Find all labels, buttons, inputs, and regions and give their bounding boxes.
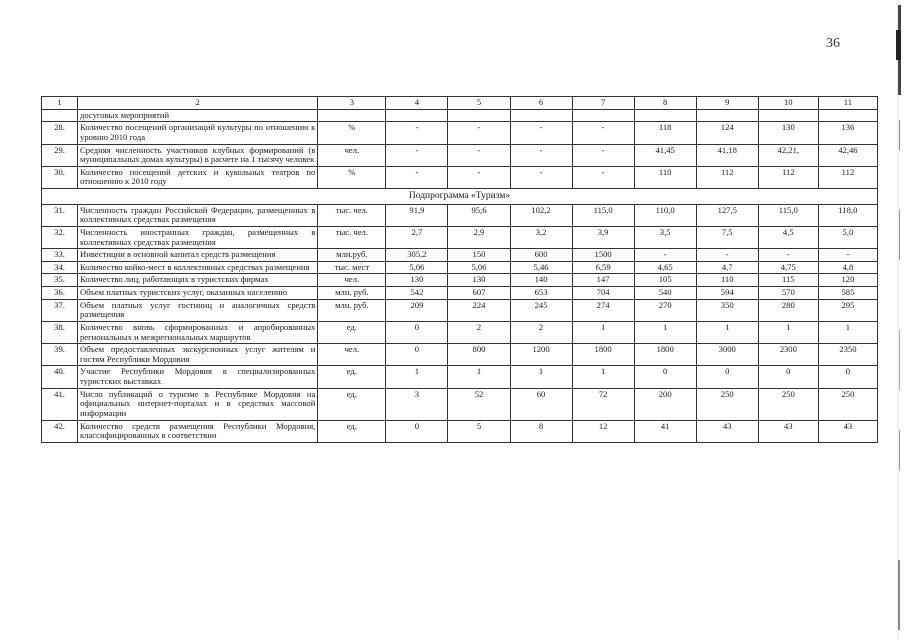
continuation-text: досуговых мероприятий xyxy=(78,109,318,122)
indicator-name: Количество койко-мест в коллективных средствах размещения xyxy=(78,261,318,274)
value-cell: 147 xyxy=(572,274,634,287)
unit-cell: ед. xyxy=(318,366,386,388)
unit-cell: чел. xyxy=(318,344,386,366)
table-row xyxy=(42,166,878,188)
header-cell: 10 xyxy=(758,97,818,110)
unit-cell: ед. xyxy=(318,420,386,442)
value-cell: 127,5 xyxy=(696,204,758,226)
table-row xyxy=(42,226,878,248)
scan-edge-noise xyxy=(891,0,905,640)
row-number: 40. xyxy=(42,366,78,388)
indicator-name: Объем платных услуг гостиниц и аналогичных средств размещения xyxy=(78,299,318,321)
unit-cell xyxy=(318,109,386,122)
value-cell: 0 xyxy=(634,366,696,388)
row-number: 36. xyxy=(42,287,78,300)
table-row xyxy=(42,388,878,420)
value-cell: 0 xyxy=(696,366,758,388)
value-cell: 115 xyxy=(758,274,818,287)
value-cell: 3,9 xyxy=(572,226,634,248)
table-row xyxy=(42,366,878,388)
value-cell: - xyxy=(386,144,448,166)
value-cell: 704 xyxy=(572,287,634,300)
value-cell: 112 xyxy=(696,166,758,188)
value-cell: 6,59 xyxy=(572,261,634,274)
value-cell: 280 xyxy=(758,299,818,321)
value-cell xyxy=(572,109,634,122)
value-cell: 110 xyxy=(634,166,696,188)
value-cell: 91,9 xyxy=(386,204,448,226)
value-cell: 1 xyxy=(386,366,448,388)
indicator-name: Численность граждан Российской Федерации, размещенных в коллективных средствах размещения xyxy=(78,204,318,226)
value-cell: 2 xyxy=(448,321,510,343)
row-number: 32. xyxy=(42,226,78,248)
row-number: 42. xyxy=(42,420,78,442)
value-cell xyxy=(448,109,510,122)
value-cell: - xyxy=(818,249,877,262)
unit-cell: тыс. чел. xyxy=(318,204,386,226)
header-cell: 6 xyxy=(510,97,572,110)
unit-cell: тыс. чел. xyxy=(318,226,386,248)
value-cell: 4,65 xyxy=(634,261,696,274)
table-row xyxy=(42,420,878,442)
value-cell: 136 xyxy=(818,122,877,144)
unit-cell: % xyxy=(318,122,386,144)
row-number: 28. xyxy=(42,122,78,144)
value-cell: 274 xyxy=(572,299,634,321)
value-cell: 0 xyxy=(758,366,818,388)
value-cell: 124 xyxy=(696,122,758,144)
value-cell: 102,2 xyxy=(510,204,572,226)
value-cell: 115,0 xyxy=(572,204,634,226)
value-cell: 42,46 xyxy=(818,144,877,166)
value-cell: 1800 xyxy=(634,344,696,366)
value-cell: 52 xyxy=(448,388,510,420)
value-cell: 118,0 xyxy=(818,204,877,226)
header-cell: 1 xyxy=(42,97,78,110)
value-cell: 653 xyxy=(510,287,572,300)
value-cell: - xyxy=(510,122,572,144)
unit-cell: млн. руб. xyxy=(318,299,386,321)
indicator-name: Объем предоставленных экскурсионных услуг жителям и гостям Республики Мордовия xyxy=(78,344,318,366)
value-cell: 5,0 xyxy=(818,226,877,248)
row-number: 39. xyxy=(42,344,78,366)
value-cell: 43 xyxy=(758,420,818,442)
value-cell xyxy=(510,109,572,122)
value-cell: 350 xyxy=(696,299,758,321)
value-cell: 112 xyxy=(758,166,818,188)
value-cell: 43 xyxy=(818,420,877,442)
unit-cell: млн.руб. xyxy=(318,249,386,262)
value-cell: 150 xyxy=(448,249,510,262)
row-number: 31. xyxy=(42,204,78,226)
row-number: 41. xyxy=(42,388,78,420)
indicator-name: Число публикаций о туризме в Республике Мордовия на официальных интернет-порталах и в средствах массовой информации xyxy=(78,388,318,420)
value-cell: 118 xyxy=(634,122,696,144)
header-cell: 7 xyxy=(572,97,634,110)
value-cell: 540 xyxy=(634,287,696,300)
value-cell: 130 xyxy=(448,274,510,287)
value-cell: 5 xyxy=(448,420,510,442)
value-cell: 0 xyxy=(386,420,448,442)
value-cell: 250 xyxy=(758,388,818,420)
table-row xyxy=(42,144,878,166)
header-cell: 11 xyxy=(818,97,877,110)
value-cell: 140 xyxy=(510,274,572,287)
value-cell: 570 xyxy=(758,287,818,300)
value-cell: - xyxy=(448,166,510,188)
value-cell xyxy=(758,109,818,122)
value-cell: 1 xyxy=(818,321,877,343)
value-cell: - xyxy=(634,249,696,262)
value-cell: 0 xyxy=(818,366,877,388)
value-cell: 250 xyxy=(818,388,877,420)
unit-cell: чел. xyxy=(318,144,386,166)
value-cell: 112 xyxy=(818,166,877,188)
value-cell: 600 xyxy=(510,249,572,262)
value-cell: 607 xyxy=(448,287,510,300)
unit-cell: % xyxy=(318,166,386,188)
unit-cell: ед. xyxy=(318,388,386,420)
value-cell: 200 xyxy=(634,388,696,420)
value-cell: - xyxy=(448,122,510,144)
page-number: 36 xyxy=(826,36,840,51)
value-cell: 60 xyxy=(510,388,572,420)
row-number: 37. xyxy=(42,299,78,321)
value-cell: 130 xyxy=(386,274,448,287)
indicator-name: Участие Республики Мордовия в специализированных туристских выставках xyxy=(78,366,318,388)
row-number: 38. xyxy=(42,321,78,343)
value-cell: 105 xyxy=(634,274,696,287)
unit-cell: млн. руб. xyxy=(318,287,386,300)
header-cell: 5 xyxy=(448,97,510,110)
indicator-name: Средняя численность участников клубных формирований (в муниципальных домах культуры) в расчете на 1 тысячу человек xyxy=(78,144,318,166)
indicator-name: Количество посещений детских и кукольных театров по отношению к 2010 году xyxy=(78,166,318,188)
value-cell: 110 xyxy=(696,274,758,287)
table-row xyxy=(42,344,878,366)
indicator-name: Количество посещений организаций культуры по отношению к уровню 2010 года xyxy=(78,122,318,144)
value-cell: 2 xyxy=(510,321,572,343)
value-cell: 5,46 xyxy=(510,261,572,274)
value-cell: 1 xyxy=(572,366,634,388)
value-cell: 270 xyxy=(634,299,696,321)
value-cell: 5,06 xyxy=(448,261,510,274)
value-cell: 95,6 xyxy=(448,204,510,226)
value-cell: 110,0 xyxy=(634,204,696,226)
value-cell: - xyxy=(572,122,634,144)
header-row xyxy=(42,97,878,110)
value-cell xyxy=(696,109,758,122)
value-cell: 245 xyxy=(510,299,572,321)
indicator-name: Численность иностранных граждан, размещенных в коллективных средствах размещения xyxy=(78,226,318,248)
value-cell: 4,75 xyxy=(758,261,818,274)
value-cell: 1500 xyxy=(572,249,634,262)
indicators-table xyxy=(41,96,878,443)
value-cell xyxy=(818,109,877,122)
continuation-row xyxy=(42,109,878,122)
value-cell: 2300 xyxy=(758,344,818,366)
value-cell: 7,5 xyxy=(696,226,758,248)
value-cell: 130 xyxy=(758,122,818,144)
value-cell: 42,21, xyxy=(758,144,818,166)
value-cell: - xyxy=(572,166,634,188)
table-row xyxy=(42,299,878,321)
value-cell: - xyxy=(386,122,448,144)
header-cell: 8 xyxy=(634,97,696,110)
value-cell: 3,5 xyxy=(634,226,696,248)
table-row xyxy=(42,321,878,343)
row-number: 33. xyxy=(42,249,78,262)
value-cell: - xyxy=(572,144,634,166)
value-cell: - xyxy=(758,249,818,262)
value-cell: 41 xyxy=(634,420,696,442)
value-cell: - xyxy=(510,144,572,166)
value-cell: 1 xyxy=(758,321,818,343)
row-number: 34. xyxy=(42,261,78,274)
table-row xyxy=(42,249,878,262)
value-cell: 1200 xyxy=(510,344,572,366)
value-cell: 2,9 xyxy=(448,226,510,248)
table-row xyxy=(42,122,878,144)
value-cell: 3,2 xyxy=(510,226,572,248)
indicator-name: Количество лиц, работающих в туристских фирмах xyxy=(78,274,318,287)
subprogram-title: Подпрограмма «Туризм» xyxy=(42,189,878,205)
value-cell: - xyxy=(696,249,758,262)
value-cell: 209 xyxy=(386,299,448,321)
value-cell: 295 xyxy=(818,299,877,321)
indicator-name: Объем платных туристских услуг, оказанных населению xyxy=(78,287,318,300)
value-cell: 0 xyxy=(386,344,448,366)
value-cell: 224 xyxy=(448,299,510,321)
value-cell: 1 xyxy=(634,321,696,343)
unit-cell: тыс. мест xyxy=(318,261,386,274)
indicator-name: Количество средств размещения Республики Мордовия, классифицированных в соответствии xyxy=(78,420,318,442)
value-cell: 542 xyxy=(386,287,448,300)
value-cell: - xyxy=(448,144,510,166)
row-number: 29. xyxy=(42,144,78,166)
value-cell: 0 xyxy=(386,321,448,343)
value-cell: 3000 xyxy=(696,344,758,366)
value-cell xyxy=(634,109,696,122)
value-cell: 250 xyxy=(696,388,758,420)
value-cell: 594 xyxy=(696,287,758,300)
num-cell xyxy=(42,109,78,122)
value-cell: 1800 xyxy=(572,344,634,366)
indicator-name: Количество вновь сформированных и апробированных региональных и межрегиональных маршрутов xyxy=(78,321,318,343)
unit-cell: ед. xyxy=(318,321,386,343)
value-cell: 8 xyxy=(510,420,572,442)
value-cell: - xyxy=(510,166,572,188)
value-cell: 585 xyxy=(818,287,877,300)
indicator-name: Инвестиции в основной капитал средств размещения xyxy=(78,249,318,262)
value-cell: 115,0 xyxy=(758,204,818,226)
value-cell: 1 xyxy=(696,321,758,343)
value-cell: 41,18 xyxy=(696,144,758,166)
value-cell: - xyxy=(386,166,448,188)
value-cell: 72 xyxy=(572,388,634,420)
table-row xyxy=(42,287,878,300)
value-cell: 305,2 xyxy=(386,249,448,262)
value-cell: 1 xyxy=(448,366,510,388)
value-cell: 800 xyxy=(448,344,510,366)
header-cell: 4 xyxy=(386,97,448,110)
value-cell: 12 xyxy=(572,420,634,442)
value-cell xyxy=(386,109,448,122)
header-cell: 3 xyxy=(318,97,386,110)
row-number: 30. xyxy=(42,166,78,188)
value-cell: 1 xyxy=(572,321,634,343)
value-cell: 4,5 xyxy=(758,226,818,248)
value-cell: 1 xyxy=(510,366,572,388)
unit-cell: чел. xyxy=(318,274,386,287)
table-row xyxy=(42,204,878,226)
value-cell: 41,45 xyxy=(634,144,696,166)
row-number: 35. xyxy=(42,274,78,287)
value-cell: 120 xyxy=(818,274,877,287)
value-cell: 43 xyxy=(696,420,758,442)
value-cell: 2350 xyxy=(818,344,877,366)
header-cell: 9 xyxy=(696,97,758,110)
value-cell: 5,06 xyxy=(386,261,448,274)
header-cell: 2 xyxy=(78,97,318,110)
table-row xyxy=(42,274,878,287)
value-cell: 2,7 xyxy=(386,226,448,248)
table-row xyxy=(42,261,878,274)
value-cell: 4,8 xyxy=(818,261,877,274)
value-cell: 4,7 xyxy=(696,261,758,274)
value-cell: 3 xyxy=(386,388,448,420)
subprogram-row xyxy=(42,189,878,205)
